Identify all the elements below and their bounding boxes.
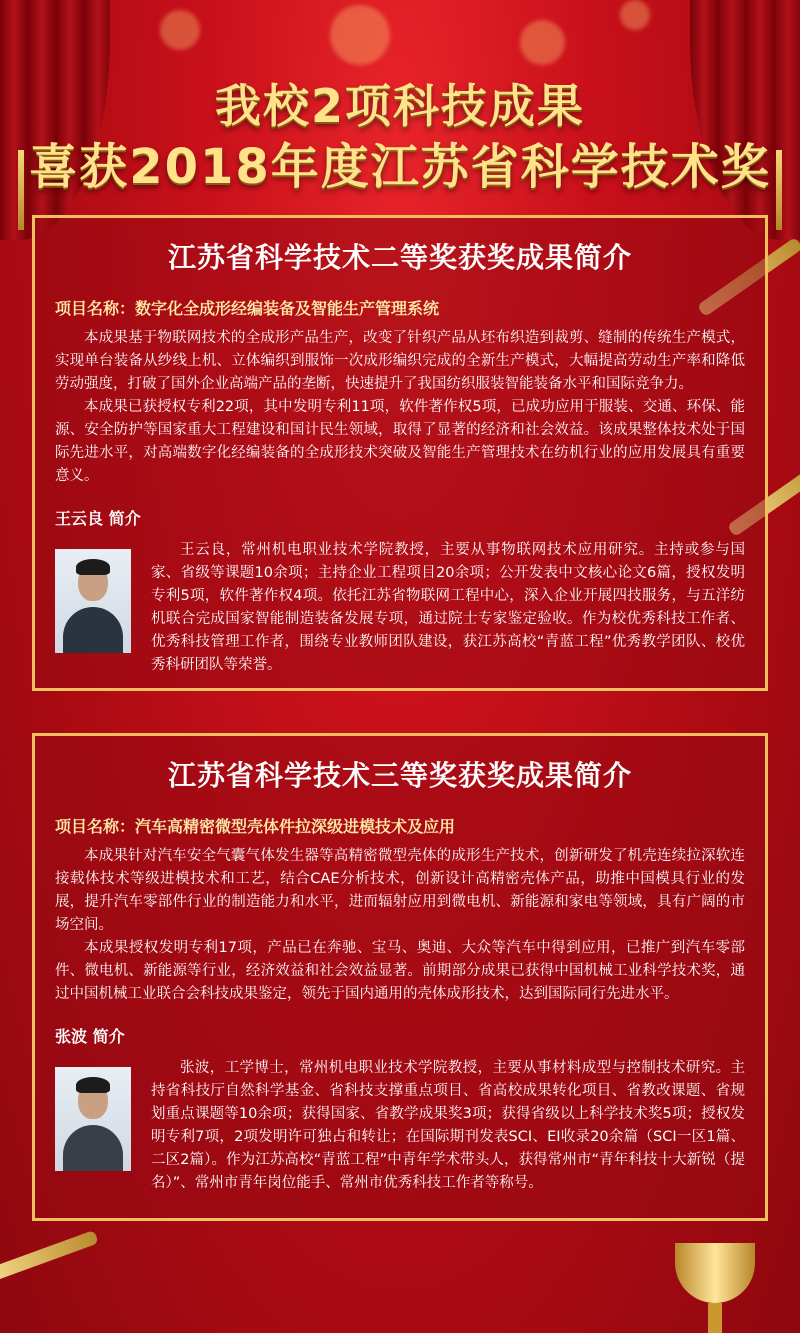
bokeh-light [620,0,650,30]
gold-ribbon [0,1230,99,1284]
person-bio-section [55,1057,745,1195]
person-bio: 王云良，常州机电职业技术学院教授，主要从事物联网技术应用研究。主持或参与国家、省级等课题10余项；主持企业工程项目20余项；公开发表中文核心论文6篇，授权发明专利5项，软件著作权4项。依托江苏省物联网工程中心，深入企业开展四技服务，与五洋纺机联合完成国家智能制造装备发展专项，通过院士专家鉴定验收。作为校优秀科技工作者、优秀科技管理工作者，围绕专业教师团队建设，获江苏高校“青蓝工程”优秀教学团队、校优秀科研团队等荣誉。 [151,542,745,673]
person-bio: 张波，工学博士，常州机电职业技术学院教授，主要从事材料成型与控制技术研究。主持省科技厅自然科学基金、省科技支撑重点项目、省高校成果转化项目、省教改课题、省规划重点课题等10余项；获得国家、省教学成果奖3项；获得省级以上科学技术奖5项；授权发明专利7项，2项发明许可独占和转让；在国际期刊发表SCI、EI收录20余篇（SCI一区1篇、二区2篇）。作为江苏高校“青蓝工程”中青年学术带头人，获得常州市“青年科技十大新锐（提名）”、常州市青年岗位能手、常州市优秀科技工作者等称号。 [151,1060,745,1191]
person-heading: 王云良 简介 [55,509,141,528]
project-name: 项目名称：汽车高精密微型壳体件拉深级进模技术及应用 [55,817,456,836]
person-photo [55,549,131,653]
trophy-icon [660,1243,770,1333]
card-heading: 江苏省科学技术三等奖获奖成果简介 [167,759,632,792]
project-description: 本成果基于物联网技术的全成形产品生产，改变了针织产品从坯布织造到裁剪、缝制的传统生产模式，实现单台装备从纱线上机、立体编织到服饰一次成形编织完成的全新生产模式，大幅提高劳动生产率和降低劳动强度，打破了国外企业高端产品的垄断，快速提升了我国纺织服装智能装备水平和国际竞争力。 [55,330,745,392]
bokeh-light [160,10,200,50]
card-heading: 江苏省科学技术二等奖获奖成果简介 [167,241,632,274]
bokeh-light [520,20,565,65]
award-card-third-prize [32,733,768,1221]
person-bio-section [55,539,745,677]
person-heading: 张波 简介 [55,1027,125,1046]
award-card-second-prize [32,215,768,691]
person-photo [55,1067,131,1171]
project-description: 本成果针对汽车安全气囊气体发生器等高精密微型壳体的成形生产技术，创新研发了机壳连续拉深软连接载体技术等级进模技术和工艺，结合CAE分析技术，创新设计高精密壳体产品，助推中国模具行业的发展，提升汽车零部件行业的制造能力和水平，进而辐射应用到微电机、新能源和家电等领域，具有广阔的市场空间。 [55,848,745,933]
project-description: 本成果授权发明专利17项，产品已在奔驰、宝马、奥迪、大众等汽车中得到应用，已推广到汽车零部件、微电机、新能源等行业，经济效益和社会效益显著。前期部分成果已获得中国机械工业科学技术奖，通过中国机械工业联合会科技成果鉴定，领先于国内通用的壳体成形技术，达到国际同行先进水平。 [55,940,745,1002]
page-title-line2: 喜获2018年度江苏省科学技术奖 [29,139,771,195]
project-description: 本成果已获授权专利22项，其中发明专利11项，软件著作权5项，已成功应用于服装、交通、环保、能源、安全防护等国家重大工程建设和国计民生领域，取得了显著的经济和社会效益。该成果整体技术处于国际先进水平，对高端数字化经编装备的全成形技术突破及智能生产管理技术在纺机行业的应用发展具有重要意义。 [55,399,745,484]
project-name: 项目名称：数字化全成形经编装备及智能生产管理系统 [55,299,440,318]
bokeh-light [330,5,390,65]
page-title-line1: 我校2项科技成果 [214,79,585,133]
